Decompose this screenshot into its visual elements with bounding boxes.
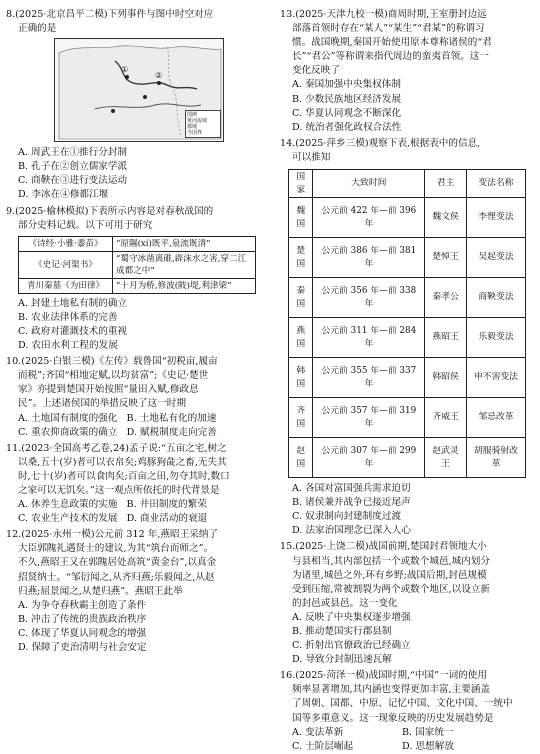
table-cell: 楚悼王 — [425, 238, 467, 278]
table-cell: 燕昭王 — [425, 318, 467, 358]
q11-option-c — [6, 512, 270, 526]
table-row — [289, 438, 526, 478]
table-cell: 魏国 — [289, 198, 313, 238]
q9-stem-line: 9.(2025·榆林模拟)下表所示内容是对春秋战国的 — [6, 205, 214, 217]
question-11 — [6, 442, 270, 527]
q13-stem-line: 惯。战国晚期,秦国开始使用原本尊称诸侯的“君 — [292, 37, 492, 49]
q16-option-a — [280, 726, 534, 740]
table-cell: 商鞅变法 — [466, 278, 525, 318]
q8-stem-line: 正确的是 — [18, 23, 57, 35]
table-header: 君主 — [425, 170, 467, 198]
question-12 — [6, 528, 270, 655]
q10-option-a — [6, 412, 270, 426]
table-cell: 公元前 386 年—前 381 年 — [313, 238, 425, 278]
table-cell: 公元前 307 年—前 299 年 — [313, 438, 425, 478]
legend-river: 黄河流域 — [187, 118, 208, 125]
q11-stem-line: 之家可以无饥矣。”这一观点所依托的时代背景是 — [18, 484, 220, 496]
q12-stem-line: 归燕;屈景闻之,从楚归燕”。燕昭王此举 — [18, 585, 183, 597]
option-text: A. 休养生息政策的实施 — [18, 499, 118, 511]
q14-option-c: C. 奴隶制向封建制度过渡 — [292, 511, 402, 523]
legend-border: 今国界 — [187, 130, 203, 137]
option-text: A. 土地国有制度的强化 — [18, 412, 118, 424]
question-16 — [280, 669, 534, 754]
table-cell: 公元前 357 年—前 319 年 — [313, 398, 425, 438]
table-cell: 吴起变法 — [466, 238, 525, 278]
table-cell: 公元前 422 年—前 396 年 — [313, 198, 425, 238]
table-cell-content: “蜀守冰凿离碓,辟沫水之害,穿二江成都之中” — [113, 251, 256, 278]
table-cell: 秦孝公 — [425, 278, 467, 318]
q10-stem-line: 10.(2025·白银三模)《左传》载鲁国“初税亩,履亩 — [6, 356, 218, 368]
table-cell: 楚国 — [289, 238, 313, 278]
table-cell: 燕国 — [289, 318, 313, 358]
map-marker-2: ② — [155, 71, 163, 81]
option-text: C. 农业生产技术的发展 — [18, 513, 118, 525]
table-cell: 齐国 — [289, 398, 313, 438]
table-cell: 公元前 355 年—前 337 年 — [313, 358, 425, 398]
table-cell: 魏文侯 — [425, 198, 467, 238]
q9-option-c: C. 政府对灌溉技术的重视 — [18, 325, 128, 337]
q15-option-b: B. 推动楚国实行郡县制 — [292, 625, 392, 637]
option-text: D. 商业活动的衰退 — [126, 513, 208, 525]
q16-stem-line: 频率显著增加,其内涵也变得更加丰富,主要涵盖 — [292, 684, 490, 696]
table-cell: 申不害变法 — [466, 358, 525, 398]
q13-stem-line: 部落首领时存在“某人”“某生”“君某”的称谓习 — [292, 23, 485, 35]
q13-option-d: D. 统治者强化政权合法性 — [292, 121, 402, 133]
q10-stem-line: 而税”;齐国“相地定赋,以均贫富”;《史记·楚世 — [18, 370, 209, 382]
q12-option-d: D. 保障了吏治清明与社会安定 — [18, 642, 147, 653]
question-14 — [280, 137, 534, 539]
question-15 — [280, 540, 534, 667]
q15-stem-line: 与县相当,其内部包括一个或数个城邑,城内划分 — [292, 555, 490, 567]
q14-option-b: B. 诸侯兼并战争已接近尾声 — [292, 497, 411, 509]
table-cell-source: 《史记·河渠书》 — [19, 251, 113, 278]
q16-stem-line: 了周朝、国都、中原、记忆中国、文化中国、一统中 — [292, 698, 513, 710]
table-cell-content: “原隰(xí)既平,泉流既清” — [113, 236, 256, 251]
q10-stem-line: 家》亦提到楚国开始按照“量田入赋,修政息 — [18, 384, 199, 396]
table-row — [289, 358, 526, 398]
table-header: 变法名称 — [466, 170, 525, 198]
table-row — [19, 236, 256, 251]
q14-option-d: D. 法家治国理念已深入人心 — [292, 525, 411, 537]
q9-option-b: B. 农业法律体系的完善 — [18, 311, 118, 323]
option-text: B. 井田制度的繁荣 — [126, 499, 207, 511]
q12-option-b: B. 冲击了传统的贵族政治秩序 — [18, 613, 147, 625]
q10-option-c — [6, 426, 270, 440]
q10-stem-line: 民”。上述诸侯国的举措反映了这一时期 — [18, 398, 186, 410]
q8-option-b: B. 孔子在②创立儒家学派 — [18, 161, 128, 173]
question-13 — [280, 8, 534, 135]
q13-stem-line: 13.(2025·天津九校一模)商周时期,王室册封边远 — [280, 9, 487, 20]
table-cell: 赵国 — [289, 438, 313, 478]
option-text: D. 赋税制度走向完善 — [126, 426, 217, 438]
table-cell: 公元前 311 年—前 284 年 — [313, 318, 425, 358]
table-cell: 公元前 356 年—前 338 年 — [313, 278, 425, 318]
table-cell: 赵武灵王 — [425, 438, 467, 478]
table-cell-source: 青川秦墓《为田律》 — [19, 278, 113, 293]
q8-option-d: D. 李冰在④修都江堰 — [18, 189, 109, 201]
q13-stem-line: 变化反映了 — [292, 65, 340, 77]
q12-option-c: C. 体现了华夏认同观念的增强 — [18, 627, 147, 639]
table-header: 大致时间 — [313, 170, 425, 198]
question-9 — [6, 205, 270, 354]
q14-stem-line: 14.(2025·萍乡三模)观察下表,根据表中的信息, — [280, 137, 481, 149]
option-text: B. 国家统一 — [402, 726, 454, 738]
q12-stem-line: 招贤纳士。“邹衍闻之,从齐归燕;乐毅闻之,从赵 — [18, 571, 215, 583]
map-marker-1: ① — [121, 65, 129, 75]
q12-stem-line: 不久,燕昭王又在郭隗居处高筑“黄金台”,以真金 — [18, 557, 217, 569]
q15-option-a: A. 反映了中央集权逐步增强 — [292, 611, 411, 623]
q15-stem-line: 为诸里,城邑之外,环有乡野;战国后期,封邑规模 — [292, 569, 487, 581]
table-cell: 邹忌改革 — [466, 398, 525, 438]
table-cell: 胡服骑射改革 — [466, 438, 525, 478]
table-row — [19, 251, 256, 278]
q15-option-c: C. 折射出官僚政治已经确立 — [292, 640, 411, 652]
table-cell: 齐威王 — [425, 398, 467, 438]
table-header: 国家 — [289, 170, 313, 198]
q8-map-figure — [54, 38, 224, 142]
table-row — [289, 278, 526, 318]
q11-stem-line: 11.(2023·全国高考乙卷,24)孟子说:“五亩之宅,树之 — [6, 442, 227, 454]
table-row — [289, 238, 526, 278]
q9-stem-line: 部分史料记载。以下可用于研究 — [18, 219, 153, 231]
table-cell-source: 《诗经·小雅·黍苗》 — [19, 236, 113, 251]
option-text: A. 变法革新 — [292, 726, 344, 738]
q9-option-d: D. 农田水利工程的发展 — [18, 340, 118, 352]
question-8 — [6, 8, 270, 203]
q16-stem-line: 16.(2025·菏泽一模)战国时期,“中国”一词的使用 — [280, 670, 487, 682]
table-row — [289, 398, 526, 438]
q8-stem-line: 8.(2025·北京昌平二模)下列事件与图中时空对应 — [6, 9, 214, 20]
question-10 — [6, 355, 270, 440]
q14-option-a: A. 各国对富国强兵需求迫切 — [292, 483, 411, 495]
q12-stem-line: 大臣郭隗礼遇贤士的建议,为其“筑台而师之”。 — [18, 543, 214, 555]
table-cell: 李悝变法 — [466, 198, 525, 238]
table-cell: 韩国 — [289, 358, 313, 398]
table-cell: 秦国 — [289, 278, 313, 318]
q9-option-a: A. 封建土地私有制的确立 — [18, 297, 127, 309]
map-legend — [185, 110, 221, 138]
table-row — [289, 318, 526, 358]
q12-stem-line: 12.(2025·永州一模)公元前 312 年,燕昭王采纳了 — [6, 529, 218, 541]
q13-stem-line: 长”“君公”等称谓来指代周边的蛮夷首领。这一 — [292, 51, 489, 63]
q11-stem-line: 以桑,五十(岁)者可以衣帛矣;鸡豚狗彘之畜,无失其 — [18, 456, 227, 468]
q11-option-a — [6, 498, 270, 512]
q15-stem-line: 15.(2025·上饶二模)战国前期,楚国封君领地大小 — [280, 541, 487, 553]
legend-title: 图例 — [187, 112, 198, 119]
q13-option-a: A. 秦国加强中央集权体制 — [292, 79, 401, 91]
q9-source-table — [18, 236, 256, 294]
option-text: C. 重农抑商政策的确立 — [18, 426, 118, 438]
option-text: D. 思想解放 — [402, 740, 454, 752]
option-text: B. 土地私有化的加速 — [126, 412, 217, 424]
q12-option-a: A. 为争夺春秋霸主创造了条件 — [18, 599, 147, 611]
option-text: C. 士阶层崛起 — [292, 740, 354, 752]
q8-option-a: A. 周武王在①推行分封制 — [18, 147, 127, 159]
q15-stem-line: 的封邑或县邑。这一变化 — [292, 597, 398, 609]
legend-capital: 都城 — [187, 124, 198, 131]
q8-option-c: C. 商鞅在③进行变法运动 — [18, 175, 128, 187]
q16-option-c — [280, 740, 534, 754]
q16-stem-line: 国等多重意义。这一现象反映的历史发展趋势是 — [292, 712, 494, 724]
right-column — [280, 6, 534, 754]
q13-option-c: C. 华夏认同观念不断深化 — [292, 107, 402, 119]
q14-reform-table — [288, 169, 526, 478]
table-cell: 乐毅变法 — [466, 318, 525, 358]
table-row — [19, 278, 256, 293]
table-row — [289, 198, 526, 238]
q14-stem-line: 可以推知 — [292, 151, 331, 163]
table-cell: 韩昭侯 — [425, 358, 467, 398]
left-column — [6, 6, 270, 655]
q13-option-b: B. 少数民族地区经济发展 — [292, 93, 402, 105]
q15-option-d: D. 导致分封制迅速瓦解 — [292, 654, 392, 666]
q11-stem-line: 时,七十(岁)者可以食肉矣;百亩之田,勿夺其时,数口 — [18, 470, 230, 482]
table-header-row — [289, 170, 526, 198]
q15-stem-line: 受到压缩,常被割裂为两个或数个地区,以设立新 — [292, 583, 490, 595]
table-cell-content: “十月为桥,修波(陂)堤,利津梁” — [113, 278, 256, 293]
